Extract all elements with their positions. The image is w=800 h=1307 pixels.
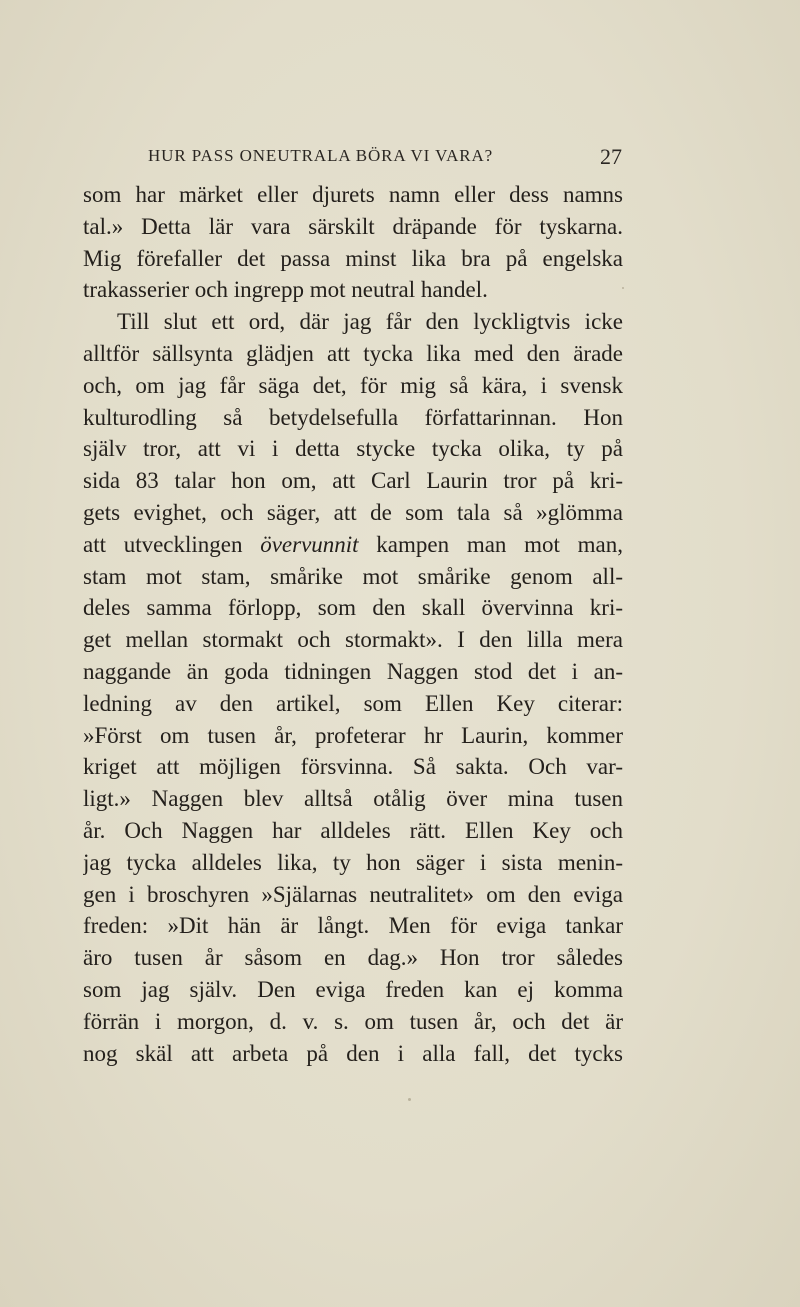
text-segment: och, om jag får säga det, för mig så kära, i svensk (83, 372, 623, 398)
text-line (83, 910, 623, 942)
text-line (83, 179, 623, 211)
text-segment: freden: »Dit hän är långt. Men för eviga tankar (83, 913, 623, 939)
text-line (83, 624, 623, 656)
text-segment: gets evighet, och säger, att de som tala så »glömma (83, 499, 623, 525)
text-line (83, 497, 623, 529)
text-segment: tal.» Detta lär vara särskilt dräpande för tyskarna. (83, 213, 623, 239)
text-line (83, 1006, 623, 1038)
text-line (83, 465, 623, 497)
text-segment: förrän i morgon, d. v. s. om tusen år, och det är (83, 1008, 623, 1034)
text-segment: själv tror, att vi i detta stycke tycka olika, ty på (83, 436, 623, 462)
text-line (83, 243, 623, 275)
text-line (83, 688, 623, 720)
page-number: 27 (600, 144, 622, 169)
text-line (83, 433, 623, 465)
text-segment: alltför sällsynta glädjen att tycka lika med den ärade (83, 340, 623, 366)
text-segment: Mig förefaller det passa minst lika bra på engelska (83, 245, 623, 271)
paper-speck (622, 287, 624, 289)
text-line (83, 211, 623, 243)
text-line (83, 274, 623, 306)
text-segment: trakasserier och ingrepp mot neutral handel. (83, 277, 488, 303)
text-segment: ligt.» Naggen blev alltså otålig över mina tusen (83, 786, 623, 812)
text-line (83, 1038, 623, 1070)
text-line (83, 847, 623, 879)
text-segment: att utvecklingen (83, 531, 261, 557)
body-text (83, 179, 623, 1069)
text-segment: nog skäl att arbeta på den i alla fall, det tycks (83, 1040, 623, 1066)
text-segment: deles samma förlopp, som den skall övervinna kri- (83, 595, 623, 621)
text-segment: kriget att möjligen försvinna. Så sakta. Och var- (83, 754, 623, 780)
text-segment: sida 83 talar hon om, att Carl Laurin tror på kri- (83, 468, 623, 494)
text-line (83, 402, 623, 434)
text-line (83, 815, 623, 847)
text-segment: som har märket eller djurets namn eller dess namns (83, 182, 623, 207)
text-line (83, 592, 623, 624)
text-segment: kulturodling så betydelsefulla författarinnan. Hon (83, 404, 623, 430)
text-segment: stam mot stam, smårike mot smårike genom all- (83, 563, 623, 589)
text-line (83, 529, 623, 561)
text-line (83, 306, 623, 338)
text-line (83, 656, 623, 688)
text-segment: kampen man mot man, (358, 531, 623, 557)
text-line (83, 879, 623, 911)
text-segment: naggande än goda tidningen Naggen stod det i an- (83, 658, 623, 684)
text-segment: gen i broschyren »Själarnas neutralitet» om den eviga (83, 881, 623, 907)
text-segment: ledning av den artikel, som Ellen Key citerar: (83, 690, 623, 716)
text-line (83, 942, 623, 974)
text-line (83, 338, 623, 370)
text-segment: äro tusen år såsom en dag.» Hon tror således (83, 945, 623, 971)
text-segment: get mellan stormakt och stormakt». I den lilla mera (83, 627, 623, 653)
text-segment: »Först om tusen år, profeterar hr Laurin, kommer (83, 722, 623, 748)
text-segment: jag tycka alldeles lika, ty hon säger i sista menin- (83, 849, 623, 875)
italic-emphasis: övervunnit (260, 531, 359, 557)
running-head (148, 144, 622, 174)
text-segment: år. Och Naggen har alldeles rätt. Ellen Key och (83, 817, 623, 843)
text-line (83, 783, 623, 815)
text-line (83, 751, 623, 783)
text-line (83, 370, 623, 402)
text-line (83, 720, 623, 752)
paper-speck (408, 1098, 411, 1101)
text-segment: som jag själv. Den eviga freden kan ej komma (83, 976, 623, 1002)
text-segment: Till slut ett ord, där jag får den lyckligtvis icke (117, 309, 623, 335)
running-head-title: HUR PASS ONEUTRALA BÖRA VI VARA? (148, 146, 494, 165)
text-line (83, 974, 623, 1006)
text-line (83, 561, 623, 593)
